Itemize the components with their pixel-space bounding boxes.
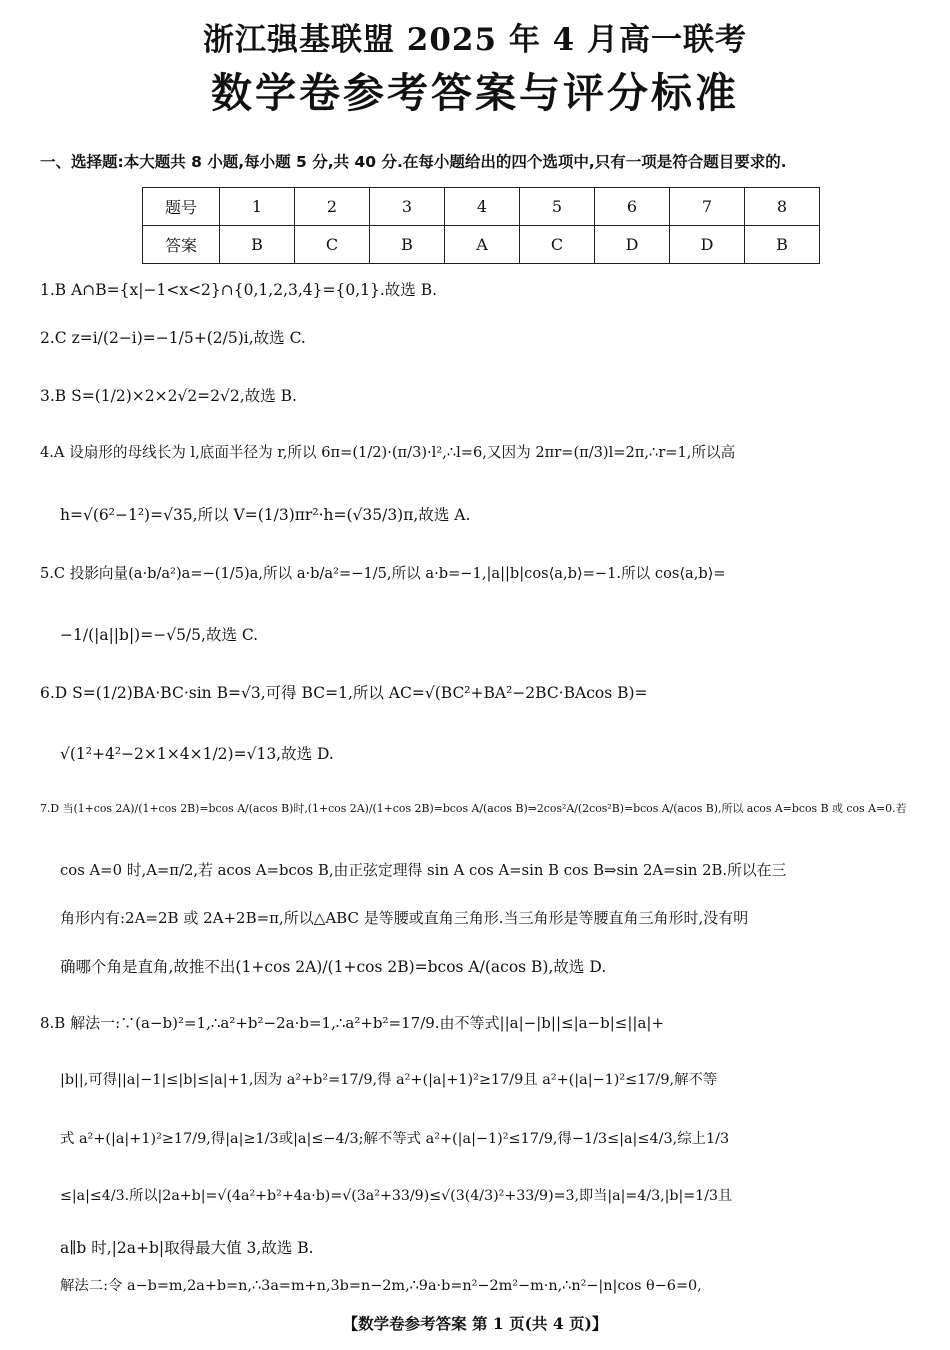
solution-line: |b||,可得||a|−1|≤|b|≤|a|+1,因为 a²+b²=17/9,得 a²+(|a|+1)²≥17/9且 a²+(|a|−1)²≤17/9,解不等 bbox=[60, 1072, 718, 1088]
table-cell: D bbox=[595, 226, 670, 264]
table-cell: 1 bbox=[220, 188, 295, 226]
table-cell: 2 bbox=[295, 188, 370, 226]
solution-line: 1.B A∩B={x|−1<x<2}∩{0,1,2,3,4}={0,1}.故选 B. bbox=[40, 281, 438, 299]
answer-table bbox=[142, 187, 820, 264]
table-row bbox=[143, 188, 820, 226]
table-cell: C bbox=[520, 226, 595, 264]
solution-line: 7.D 当(1+cos 2A)/(1+cos 2B)=bcos A/(acos B)时,(1+cos 2A)/(1+cos 2B)=bcos A/(acos B)⇒2cos²A/(2cos²B)=bcos A/(acos B),所以 acos A=bcos B 或 cos A=0.若 bbox=[40, 802, 907, 815]
table-cell: C bbox=[295, 226, 370, 264]
table-cell: B bbox=[370, 226, 445, 264]
table-cell: A bbox=[445, 226, 520, 264]
table-cell: 6 bbox=[595, 188, 670, 226]
solution-line: 2.C z=i/(2−i)=−1/5+(2/5)i,故选 C. bbox=[40, 329, 306, 347]
page-footer: 【数学卷参考答案 第 1 页(共 4 页)】 bbox=[342, 1314, 608, 1333]
table-cell: 8 bbox=[745, 188, 820, 226]
table-cell: 7 bbox=[670, 188, 745, 226]
table-header-cell: 答案 bbox=[143, 226, 220, 264]
solution-line: 解法二:令 a−b=m,2a+b=n,∴3a=m+n,3b=n−2m,∴9a·b=n²−2m²−m·n,∴n²−|n|cos θ−6=0, bbox=[60, 1278, 702, 1294]
section-heading: 一、选择题:本大题共 8 小题,每小题 5 分,共 40 分.在每小题给出的四个选项中,只有一项是符合题目要求的. bbox=[40, 153, 787, 171]
solution-line: 角形内有:2A=2B 或 2A+2B=π,所以△ABC 是等腰或直角三角形.当三角形是等腰直角三角形时,没有明 bbox=[60, 909, 749, 927]
solution-line: a∥b 时,|2a+b|取得最大值 3,故选 B. bbox=[60, 1239, 314, 1257]
table-row bbox=[143, 226, 820, 264]
solution-line: 6.D S=(1/2)BA·BC·sin B=√3,可得 BC=1,所以 AC=√(BC²+BA²−2BC·BAcos B)= bbox=[40, 684, 648, 702]
table-cell: B bbox=[220, 226, 295, 264]
table-cell: B bbox=[745, 226, 820, 264]
solution-line: h=√(6²−1²)=√35,所以 V=(1/3)πr²·h=(√35/3)π,故选 A. bbox=[60, 506, 471, 524]
solution-line: 5.C 投影向量(a·b/a²)a=−(1/5)a,所以 a·b/a²=−1/5,所以 a·b=−1,|a||b|cos⟨a,b⟩=−1.所以 cos⟨a,b⟩= bbox=[40, 565, 726, 582]
solution-line: 确哪个角是直角,故推不出(1+cos 2A)/(1+cos 2B)=bcos A/(acos B),故选 D. bbox=[60, 958, 607, 976]
solution-line: ≤|a|≤4/3.所以|2a+b|=√(4a²+b²+4a·b)=√(3a²+33/9)≤√(3(4/3)²+33/9)=3,即当|a|=4/3,|b|=1/3且 bbox=[60, 1188, 733, 1204]
document-title: 数学卷参考答案与评分标准 bbox=[211, 69, 739, 117]
solution-line: 式 a²+(|a|+1)²≥17/9,得|a|≥1/3或|a|≤−4/3;解不等式 a²+(|a|−1)²≤17/9,得−1/3≤|a|≤4/3,综上1/3 bbox=[60, 1131, 730, 1147]
table-header-cell: 题号 bbox=[143, 188, 220, 226]
solution-line: 3.B S=(1/2)×2×2√2=2√2,故选 B. bbox=[40, 387, 297, 405]
table-cell: 4 bbox=[445, 188, 520, 226]
table-cell: D bbox=[670, 226, 745, 264]
solution-line: √(1²+4²−2×1×4×1/2)=√13,故选 D. bbox=[60, 745, 334, 763]
table-cell: 3 bbox=[370, 188, 445, 226]
solution-line: 4.A 设扇形的母线长为 l,底面半径为 r,所以 6π=(1/2)·(π/3)·l²,∴l=6,又因为 2πr=(π/3)l=2π,∴r=1,所以高 bbox=[40, 444, 736, 461]
solution-line: cos A=0 时,A=π/2,若 acos A=bcos B,由正弦定理得 sin A cos A=sin B cos B⇒sin 2A=sin 2B.所以在三 bbox=[60, 862, 787, 879]
solution-line: −1/(|a||b|)=−√5/5,故选 C. bbox=[60, 626, 259, 644]
solution-line: 8.B 解法一:∵(a−b)²=1,∴a²+b²−2a·b=1,∴a²+b²=17/9.由不等式||a|−|b||≤|a−b|≤||a|+ bbox=[40, 1014, 665, 1032]
table-cell: 5 bbox=[520, 188, 595, 226]
exam-title: 浙江强基联盟 2025 年 4 月高一联考 bbox=[202, 22, 748, 58]
